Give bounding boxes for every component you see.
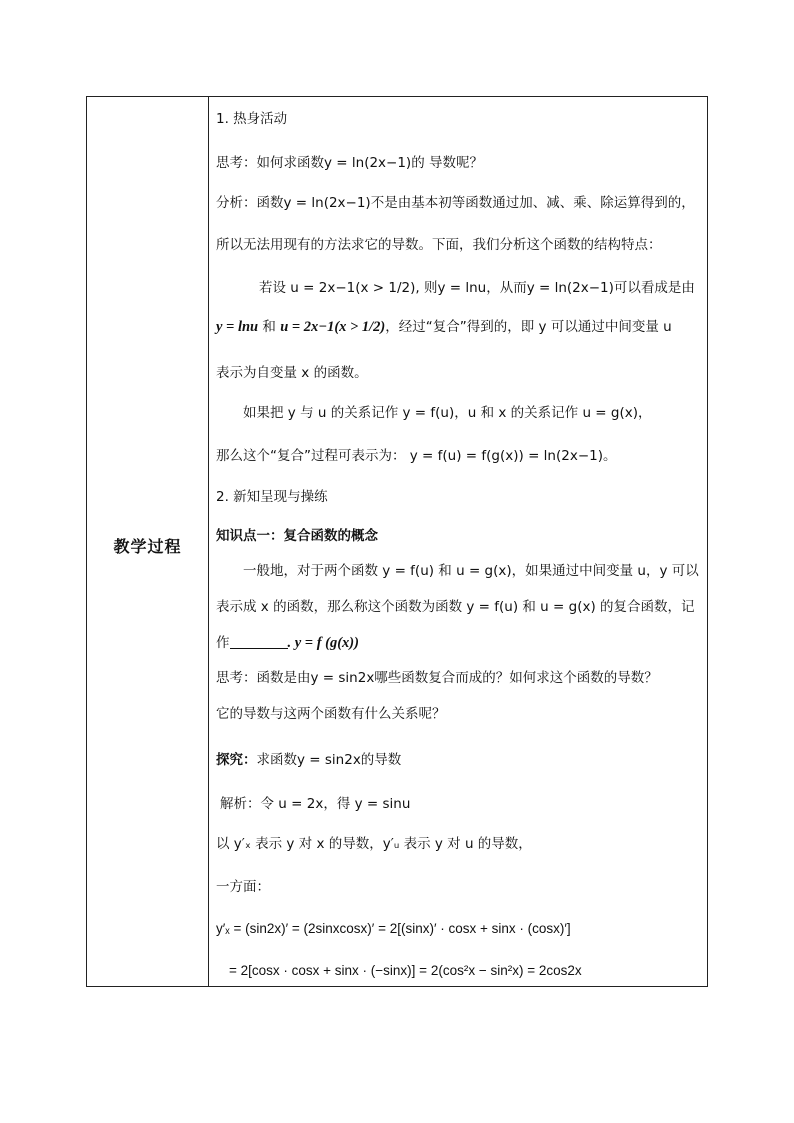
analysis-line-2: 所以无法用现有的方法求它的导数。下面，我们分析这个函数的结构特点： (216, 237, 662, 253)
composition-explanation: ，经过“复合”得到的，即 y 可以通过中间变量 u (385, 319, 672, 335)
definition-line-3 (216, 634, 359, 652)
definition-line-2: 表示成 x 的函数，那么称这个函数为函数 y = f(u) 和 u = g(x) 的复合函数，记 (216, 599, 695, 615)
explore-label: 探究： (216, 752, 257, 768)
inner-function: u = 2x−1(x > 1/2) (280, 319, 386, 335)
notation-prefix: 作 (216, 635, 230, 651)
composition-parts (216, 318, 672, 336)
knowledge-point-title: 知识点一：复合函数的概念 (216, 528, 378, 544)
heading-warmup: 1. 热身活动 (216, 111, 288, 127)
column-divider (208, 97, 209, 986)
definition-line-1: 一般地，对于两个函数 y = f(u) 和 u = g(x)，如果通过中间变量 u，y 可以 (243, 563, 699, 579)
heading-new-knowledge: 2. 新知呈现与操练 (216, 489, 328, 505)
derivative-notation: 以 y′ₓ 表示 y 对 x 的导数，y′ᵤ 表示 y 对 u 的导数， (216, 836, 532, 852)
composite-notation: . y = f (g(x)) (287, 635, 359, 651)
think-question-1: 思考：如何求函数y = ln(2x−1)的 导数呢？ (216, 155, 483, 171)
derivation-line-2: = 2[cosx · cosx + sinx · (−sinx)] = 2(cos²x − sin²x) = 2cos2x (229, 963, 582, 978)
composition-setup: 若设 u = 2x−1(x > 1/2), 则y = lnu，从而y = ln(2x−1)可以看成是由 (259, 280, 695, 296)
think-question-2: 思考：函数是由y = sin2x哪些函数复合而成的？如何求这个函数的导数？ (216, 670, 658, 686)
composition-expression: 那么这个“复合”过程可表示为： y = f(u) = f(g(x)) = ln(2x−1)。 (216, 448, 617, 464)
lesson-table (86, 96, 708, 987)
relation-notation: 如果把 y 与 u 的关系记作 y = f(u)，u 和 x 的关系记作 u = g(x)， (243, 405, 652, 421)
on-one-hand: 一方面： (216, 879, 270, 895)
solution-substitution: 解析：令 u = 2x，得 y = sinu (220, 796, 411, 812)
derivation-line-1: y′ₓ = (sin2x)′ = (2sinxcosx)′ = 2[(sinx)′ · cosx + sinx · (cosx)′] (216, 921, 571, 936)
analysis-line-1: 分析：函数y = ln(2x−1)不是由基本初等函数通过加、减、乘、除运算得到的， (216, 195, 695, 211)
outer-function: y = lnu (216, 319, 259, 335)
and-word: 和 (258, 319, 281, 335)
explore-content: 求函数y = sin2x的导数 (256, 752, 402, 768)
intermediate-variable-note: 表示为自变量 x 的函数。 (216, 365, 368, 381)
explore-task (216, 751, 401, 769)
section-label: 教学过程 (113, 537, 182, 556)
fill-in-blank (230, 634, 288, 649)
label-cell (87, 97, 208, 986)
think-question-3: 它的导数与这两个函数有什么关系呢？ (216, 706, 446, 722)
